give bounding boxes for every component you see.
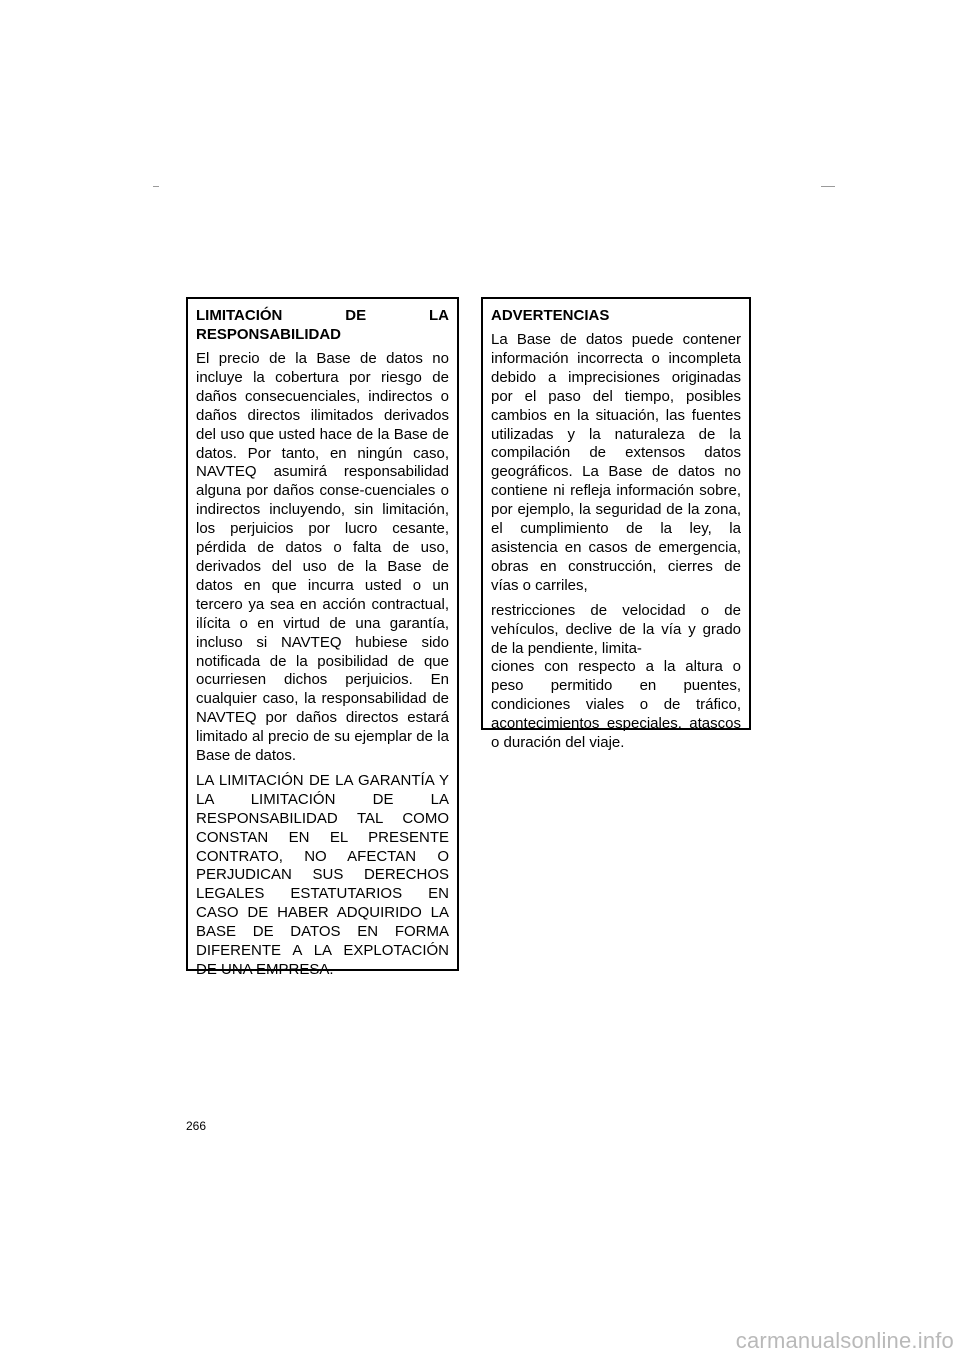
warnings-paragraph-3: ciones con respecto a la altura o peso permitido en puentes, condiciones viales o de tráfico, acontecimientos especiales, atascos o duración del viaje. [491, 658, 741, 752]
liability-paragraph-2: LA LIMITACIÓN DE LA GARANTÍA Y LA LIMITACIÓN DE LA RESPONSABILIDAD TAL COMO CONSTAN EN EL PRESENTE CONTRATO, NO AFECTAN O PERJUDICAN SUS DERECHOS LEGALES ESTATUTARIOS EN CASO DE HABER ADQUIRIDO LA BASE DE DATOS EN FORMA DIFERENTE A LA EXPLOTACIÓN DE UNA EMPRESA. [196, 771, 449, 978]
page-number: 266 [186, 1119, 207, 1133]
warnings-paragraph-1: La Base de datos puede contener información incorrecta o incompleta debido a imprecisiones originadas por el paso del tiempo, posibles cambios en la situación, las fuentes utilizadas y la naturaleza de la compilación de extensos datos geográficos. La Base de datos no contiene ni refleja información sobre, por ejemplo, la seguridad de la zona, el cumplimiento de la ley, la asistencia en casos de emergencia, obras en construcción, cierres de vías o carriles, [491, 331, 741, 594]
crop-mark-right [821, 186, 835, 187]
title-line-1: LIMITACIÓN DE LA [196, 307, 449, 324]
title-line-2: RESPONSABILIDAD [196, 326, 342, 343]
liability-paragraph-1: El precio de la Base de datos no incluye la cobertura por riesgo de daños consecuenciales, indirectos o daños directos ilimitados derivados del uso que usted hace de la Base de datos. Por tanto, en ningún caso, NAVTEQ asumirá responsabilidad alguna por daños conse-cuenciales o indirectos incluyendo, sin limitación, los perjuicios por lucro cesante, pérdida de datos o falta de uso, derivados del uso de la Base de datos en que incurra usted o un tercero ya sea en acción contractual, ilícita o en virtud de una garantía, incluso si NAVTEQ hubiese sido notificada de la posibilidad de que ocurriesen dichos perjuicios. En cualquier caso, la responsabilidad de NAVTEQ por daños directos estará limitado al precio de su ejemplar de la Base de datos. [196, 350, 449, 765]
warnings-box [481, 297, 751, 752]
crop-mark-left [153, 186, 159, 187]
watermark: carmanualsonline.info [735, 1328, 954, 1353]
warnings-paragraph-2: restricciones de velocidad o de vehículos, declive de la vía y grado de la pendiente, limita- [491, 601, 741, 657]
liability-limitation-title [196, 306, 449, 344]
warnings-title: ADVERTENCIAS [491, 307, 610, 324]
liability-limitation-box [186, 297, 459, 978]
